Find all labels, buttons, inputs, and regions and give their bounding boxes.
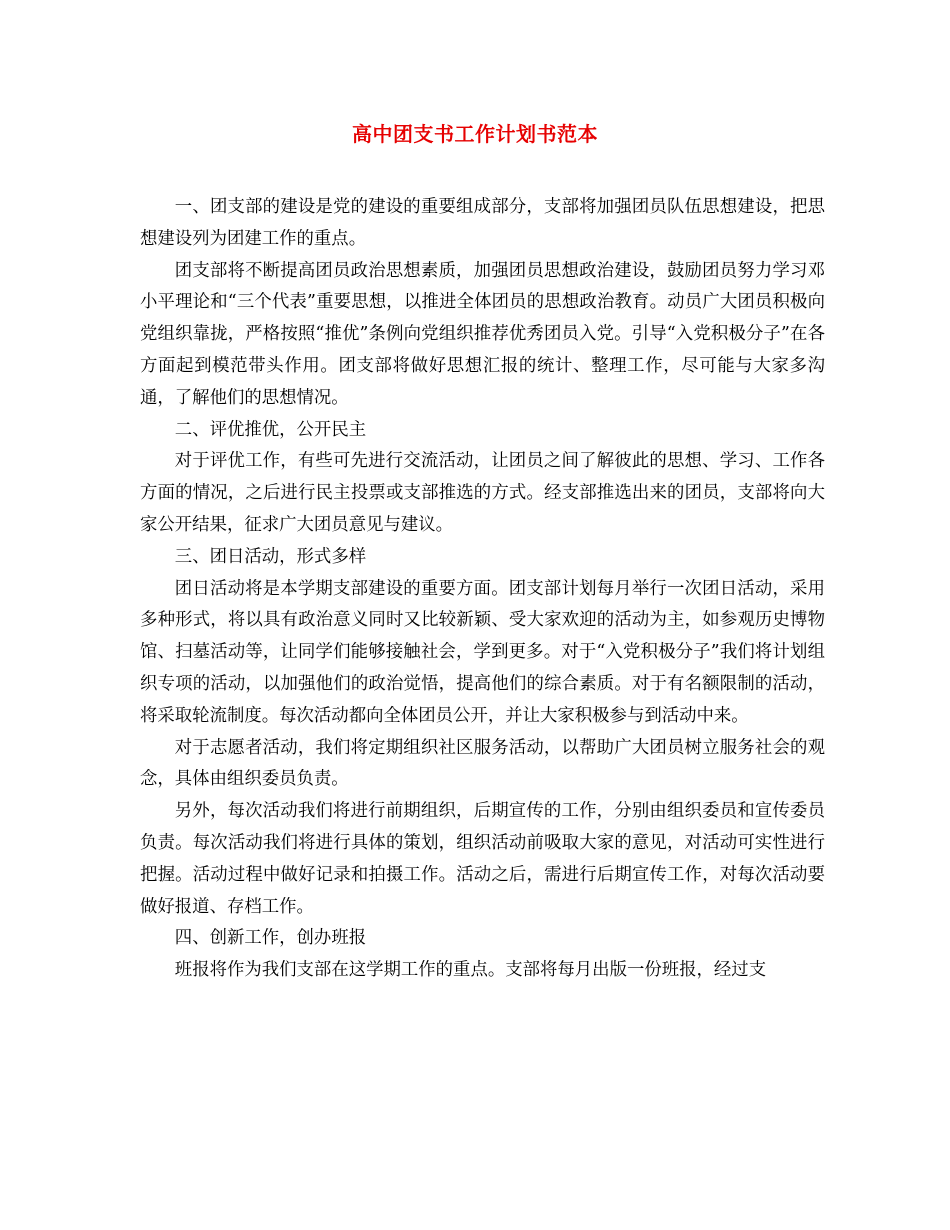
- document-title: 高中团支书工作计划书范本: [352, 122, 598, 146]
- paragraph: 团支部将不断提高团员政治思想素质，加强团员思想政治建设，鼓励团员努力学习邓小平理论和“三个代表”重要思想，以推进全体团员的思想政治教育。动员广大团员积极向党组织靠拢，严格按照“推优”条例向党组织推荐优秀团员入党。引导“入党积极分子”在各方面起到模范带头作用。团支部将做好思想汇报的统计、整理工作，尽可能与大家多沟通，了解他们的思想情况。: [140, 260, 825, 408]
- paragraph: 另外，每次活动我们将进行前期组织，后期宣传的工作，分别由组织委员和宣传委员负责。每次活动我们将进行具体的策划，组织活动前吸取大家的意见，对活动可实性进行把握。活动过程中做好记录和拍摄工作。活动之后，需进行后期宣传工作，对每次活动要做好报道、存档工作。: [140, 801, 825, 917]
- document-body: [140, 192, 825, 987]
- paragraph: 班报将作为我们支部在这学期工作的重点。支部将每月出版一份班报，经过支: [174, 960, 767, 981]
- paragraph: 团日活动将是本学期支部建设的重要方面。团支部计划每月举行一次团日活动，采用多种形式，将以具有政治意义同时又比较新颖、受大家欢迎的活动为主，如参观历史博物馆、扫墓活动等，让同学们能够接触社会，学到更多。对于“入党积极分子”我们将计划组织专项的活动，以加强他们的政治觉悟，提高他们的综合素质。对于有名额限制的活动，将采取轮流制度。每次活动都向全体团员公开，并让大家积极参与到活动中来。: [140, 578, 825, 726]
- section-heading: 二、评优推优，公开民主: [174, 419, 367, 440]
- section-heading: 三、团日活动，形式多样: [174, 546, 367, 567]
- paragraph: 对于评优工作，有些可先进行交流活动，让团员之间了解彼此的思想、学习、工作各方面的情况，之后进行民主投票或支部推选的方式。经支部推选出来的团员，支部将向大家公开结果，征求广大团员意见与建议。: [140, 451, 825, 535]
- section-heading: 四、创新工作，创办班报: [174, 928, 367, 949]
- paragraph: 对于志愿者活动，我们将定期组织社区服务活动，以帮助广大团员树立服务社会的观念，具体由组织委员负责。: [140, 737, 825, 790]
- paragraph: 一、团支部的建设是党的建设的重要组成部分，支部将加强团员队伍思想建设，把思想建设列为团建工作的重点。: [140, 197, 825, 249]
